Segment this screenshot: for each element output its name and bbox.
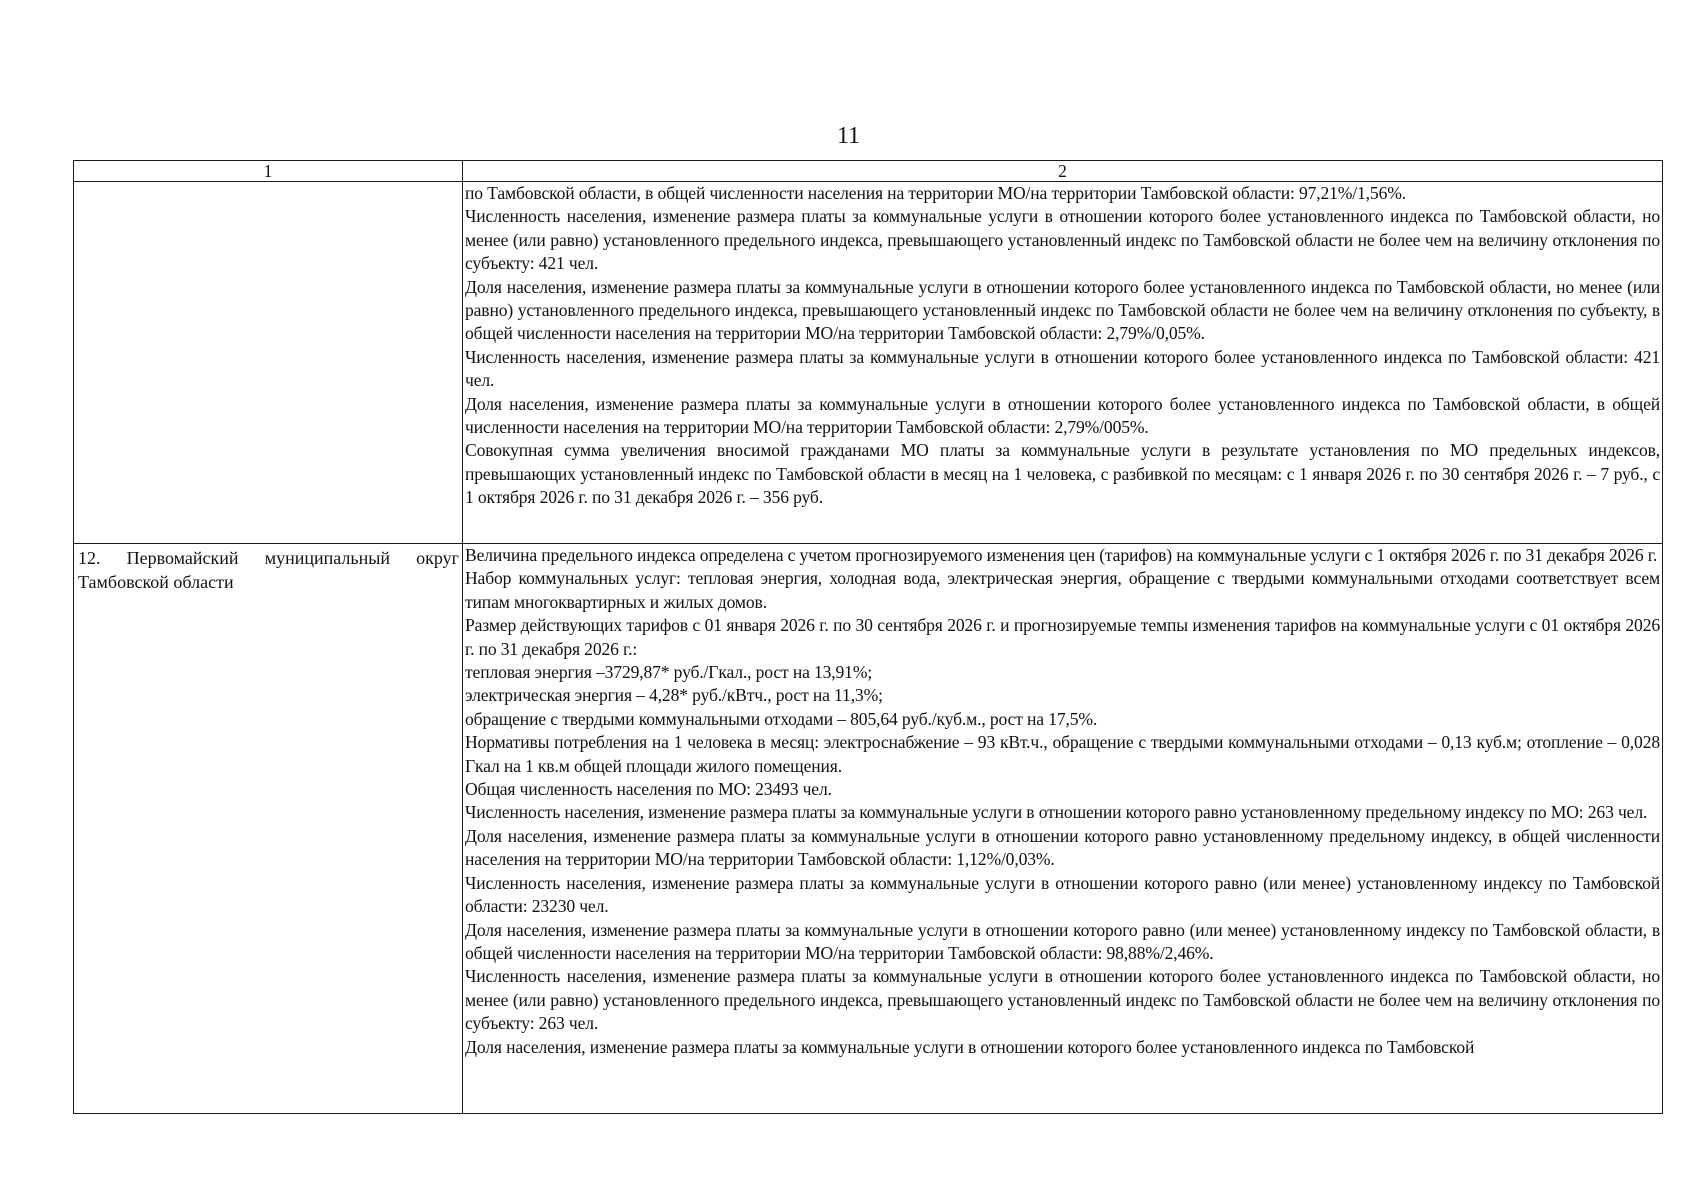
paragraph: Численность населения, изменение размера платы за коммунальные услуги в отношении которого более установленного индекса по Тамбовской области, но менее (или равно) установленного предельного индекса, превышающего установленный индекс по Тамбовской области не более чем на величину отклонения по субъекту: 421 чел. [465,206,1660,274]
paragraph: Совокупная сумма увеличения вносимой гражданами МО платы за коммунальные услуги в результате установления по МО предельных индексов, превышающих установленный индекс по Тамбовской области в месяц на 1 человека, с разбивкой по месяцам: с 1 января 2026 г. по 30 сентября 2026 г. – 7 руб., с 1 октября 2026 г. по 31 декабря 2026 г. – 356 руб. [465,440,1660,508]
table-row [74,544,1663,1114]
column-header-2: 2 [463,161,1663,182]
municipality-cell [74,182,463,544]
paragraph: Общая численность населения по МО: 23493 чел. [465,779,832,800]
paragraph: Размер действующих тарифов с 01 января 2026 г. по 30 сентября 2026 г. и прогнозируемые темпы изменения тарифов на коммунальные услуги с 01 октября 2026 г. по 31 декабря 2026 г.: [465,615,1660,659]
tariff-index-table [73,160,1663,1114]
paragraph: Доля населения, изменение размера платы за коммунальные услуги в отношении которого равно (или менее) установленному индексу по Тамбовской области, в общей численности населения на территории МО/на территории Тамбовской области: 98,88%/2,46%. [465,919,1660,963]
municipality-cell: 12. Первомайский муниципальный округ Тамбовской области [74,544,463,1114]
paragraph: Численность населения, изменение размера платы за коммунальные услуги в отношении которого более установленного индекса по Тамбовской области, но менее (или равно) установленного предельного индекса, превышающего установленный индекс по Тамбовской области не более чем на величину отклонения по субъекту: 263 чел. [465,966,1660,1034]
paragraph: Доля населения, изменение размера платы за коммунальные услуги в отношении которого более установленного индекса по Тамбовской области, в общей численности населения на территории МО/на территории Тамбовской области: 2,79%/005%. [465,393,1660,438]
paragraph: Численность населения, изменение размера платы за коммунальные услуги в отношении которого равно установленному предельному индексу по МО: 263 чел. [465,802,1648,823]
paragraph: Набор коммунальных услуг: тепловая энергия, холодная вода, электрическая энергия, обращение с твердыми коммунальными отходами соответствует всем типам многоквартирных и жилых домов. [465,568,1660,612]
column-header-1: 1 [74,161,463,182]
table-row [74,182,1663,544]
paragraph: Доля населения, изменение размера платы за коммунальные услуги в отношении которого более установленного индекса по Тамбовской области, но менее (или равно) установленного предельного индекса, превышающего установленный индекс по Тамбовской области не более чем на величину отклонения по субъекту, в общей численности населения на территории МО/на территории Тамбовской области: 2,79%/0,05%. [465,276,1660,344]
paragraph: Доля населения, изменение размера платы за коммунальные услуги в отношении которого равно установленному предельному индексу, в общей численности населения на территории МО/на территории Тамбовской области: 1,12%/0,03%. [465,825,1660,870]
paragraph: Доля населения, изменение размера платы за коммунальные услуги в отношении которого более установленного индекса по Тамбовской [465,1036,1475,1057]
paragraph: Нормативы потребления на 1 человека в месяц: электроснабжение – 93 кВт.ч., обращение с твердыми коммунальными отходами – 0,13 куб.м; отопление – 0,028 Гкал на 1 кв.м общей площади жилого помещения. [465,732,1660,776]
paragraph: Численность населения, изменение размера платы за коммунальные услуги в отношении которого равно (или менее) установленному индексу по Тамбовской области: 23230 чел. [465,872,1660,917]
page-number: 11 [836,123,861,149]
paragraph: Величина предельного индекса определена с учетом прогнозируемого изменения цен (тарифов) на коммунальные услуги с 1 октября 2026 г. по 31 декабря 2026 г. [465,545,1658,565]
details-cell [463,544,1663,1114]
paragraph: обращение с твердыми коммунальными отходами – 805,64 руб./куб.м., рост на 17,5%. [465,708,1098,729]
paragraph: Численность населения, изменение размера платы за коммунальные услуги в отношении которого более установленного индекса по Тамбовской области: 421 чел. [465,346,1660,391]
details-cell [463,182,1663,544]
paragraph: тепловая энергия –3729,87* руб./Гкал., рост на 13,91%; [465,662,873,683]
paragraph: по Тамбовской области, в общей численности населения на территории МО/на территории Тамбовской области: 97,21%/1,56%. [465,183,1406,203]
paragraph: электрическая энергия – 4,28* руб./кВтч., рост на 11,3%; [465,685,883,706]
table-header-row [74,161,1663,182]
